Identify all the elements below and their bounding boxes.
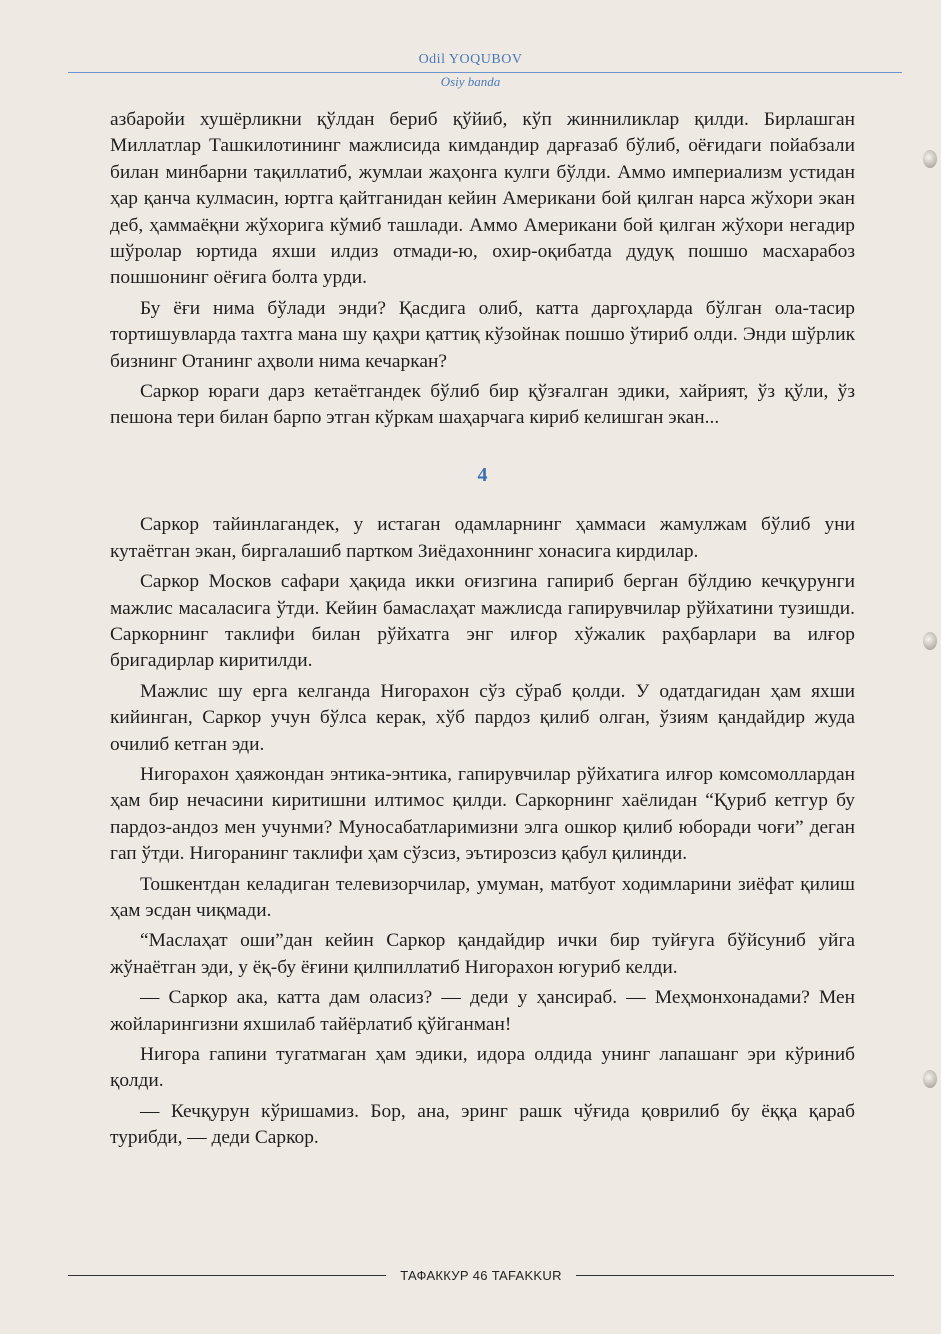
paragraph: Саркор тайинлагандек, у истаган одамларнинг ҳаммаси жамулжам бўлиб уни кутаётган экан, биргалашиб партком Зиёдахоннинг хонасига кирдилар. [110,514,855,562]
paragraph: Саркор Москов сафари ҳақида икки оғизгина гапириб берган бўлдию кечқурунги мажлис масаласига ўтди. Кейин бамаслаҳат мажлисда гапирувчилар рўйхатини тузишди. Саркорнинг таклифи билан рўйхатга энг илғор хўжалик раҳбарлари ва илғор бригадирлар киритилди. [110,571,855,672]
binding-hole [923,1070,937,1088]
paragraph: Нигора гапини тугатмаган ҳам эдики, идора олдида унинг лапашанг эри кўриниб қолди. [110,1044,855,1092]
body-text [110,107,855,1156]
paragraph: Бу ёғи нима бўлади энди? Қасдига олиб, катта даргоҳларда бўлган ола-тасир тортишувларда тахтга мана шу қаҳри қаттиқ кўзойнак пошшо ўтириб олди. Энди шўрлик бизнинг Отанинг аҳволи нима кечаркан? [110,297,855,372]
paragraph: азбаройи хушёрликни қўлдан бериб қўйиб, кўп жинниликлар қилди. Бирлашган Миллатлар Ташкилотининг мажлисида кимдандир дарғазаб бўлиб, оёғидаги пойабзали билан минбарни тақиллатиб, жумлаи жаҳонга кулги бўлди. Аммо империализм устидан ҳар қанча кулмасин, юртга қайтганидан кейин Американи бой қилган нарса жўхори экан деб, ҳаммаёқни жўхорига кўмиб ташлади. Аммо Американи бой қилган жўхори негадир шўролар юртида яхши илдиз отмади-ю, охир-оқибатда дудуқ пошшо масхарабоз пошшонинг оёғига болта урди. [110,109,855,289]
paragraph: Тошкентдан келадиган телевизорчилар, умуман, матбуот ходимларини зиёфат қилиш ҳам эсдан чиқмади. [110,873,855,921]
running-header-author: Odil YOQUBOV [418,52,523,67]
header-divider [68,72,902,73]
footer-label: ТАФАККУР 46 TAFAKKUR [400,1268,562,1283]
paragraph: “Маслаҳат оши”дан кейин Саркор қандайдир ички бир туйғуга бўйсуниб уйга жўнаётган эди, у ёқ-бу ёғини қилпиллатиб Нигорахон югуриб келди. [110,930,855,978]
paragraph: Саркор юраги дарз кетаётгандек бўлиб бир қўзғалган эдики, хайрият, ўз қўли, ўз пешона тери билан барпо этган кўркам шаҳарчага кириб келишган экан... [110,381,855,429]
footer-rule-right [576,1275,894,1276]
page-footer [68,1268,894,1283]
paragraph: — Кечқурун кўришамиз. Бор, ана, эринг рашк чўғида қоврилиб бу ёққа қараб турибди, — деди Саркор. [110,1100,855,1149]
binding-hole [923,632,937,650]
binding-hole [923,150,937,168]
paragraph: Нигорахон ҳаяжондан энтика-энтика, гапирувчилар рўйхатига илғор комсомоллардан ҳам бир нечасини киритишни илтимос қилди. Саркорнинг хаёлидан “Қуриб кетгур бу пардоз-андоз мен учунми? Муносабатларимизни элга ошкор қилиб юборади чоғи” деган гап ўтди. Нигоранинг таклифи ҳам сўзсиз, эътирозсиз қабул қилинди. [110,763,855,865]
chapter-number: 4 [477,463,488,486]
paragraph: Мажлис шу ерга келганда Нигорахон сўз сўраб қолди. У одатдагидан ҳам яхши кийинган, Саркор учун бўлса керак, хўб пардоз қилиб олган, ўзиям қандайдир жуда очилиб кетган эди. [110,680,855,755]
paragraph: — Саркор ака, катта дам оласиз? — деди у ҳансираб. — Меҳмонхонадами? Мен жойларингизни яхшилаб тайёрлатиб қўйганман! [110,987,855,1035]
running-header-title: Osiy banda [440,74,501,89]
footer-rule-left [68,1275,386,1276]
